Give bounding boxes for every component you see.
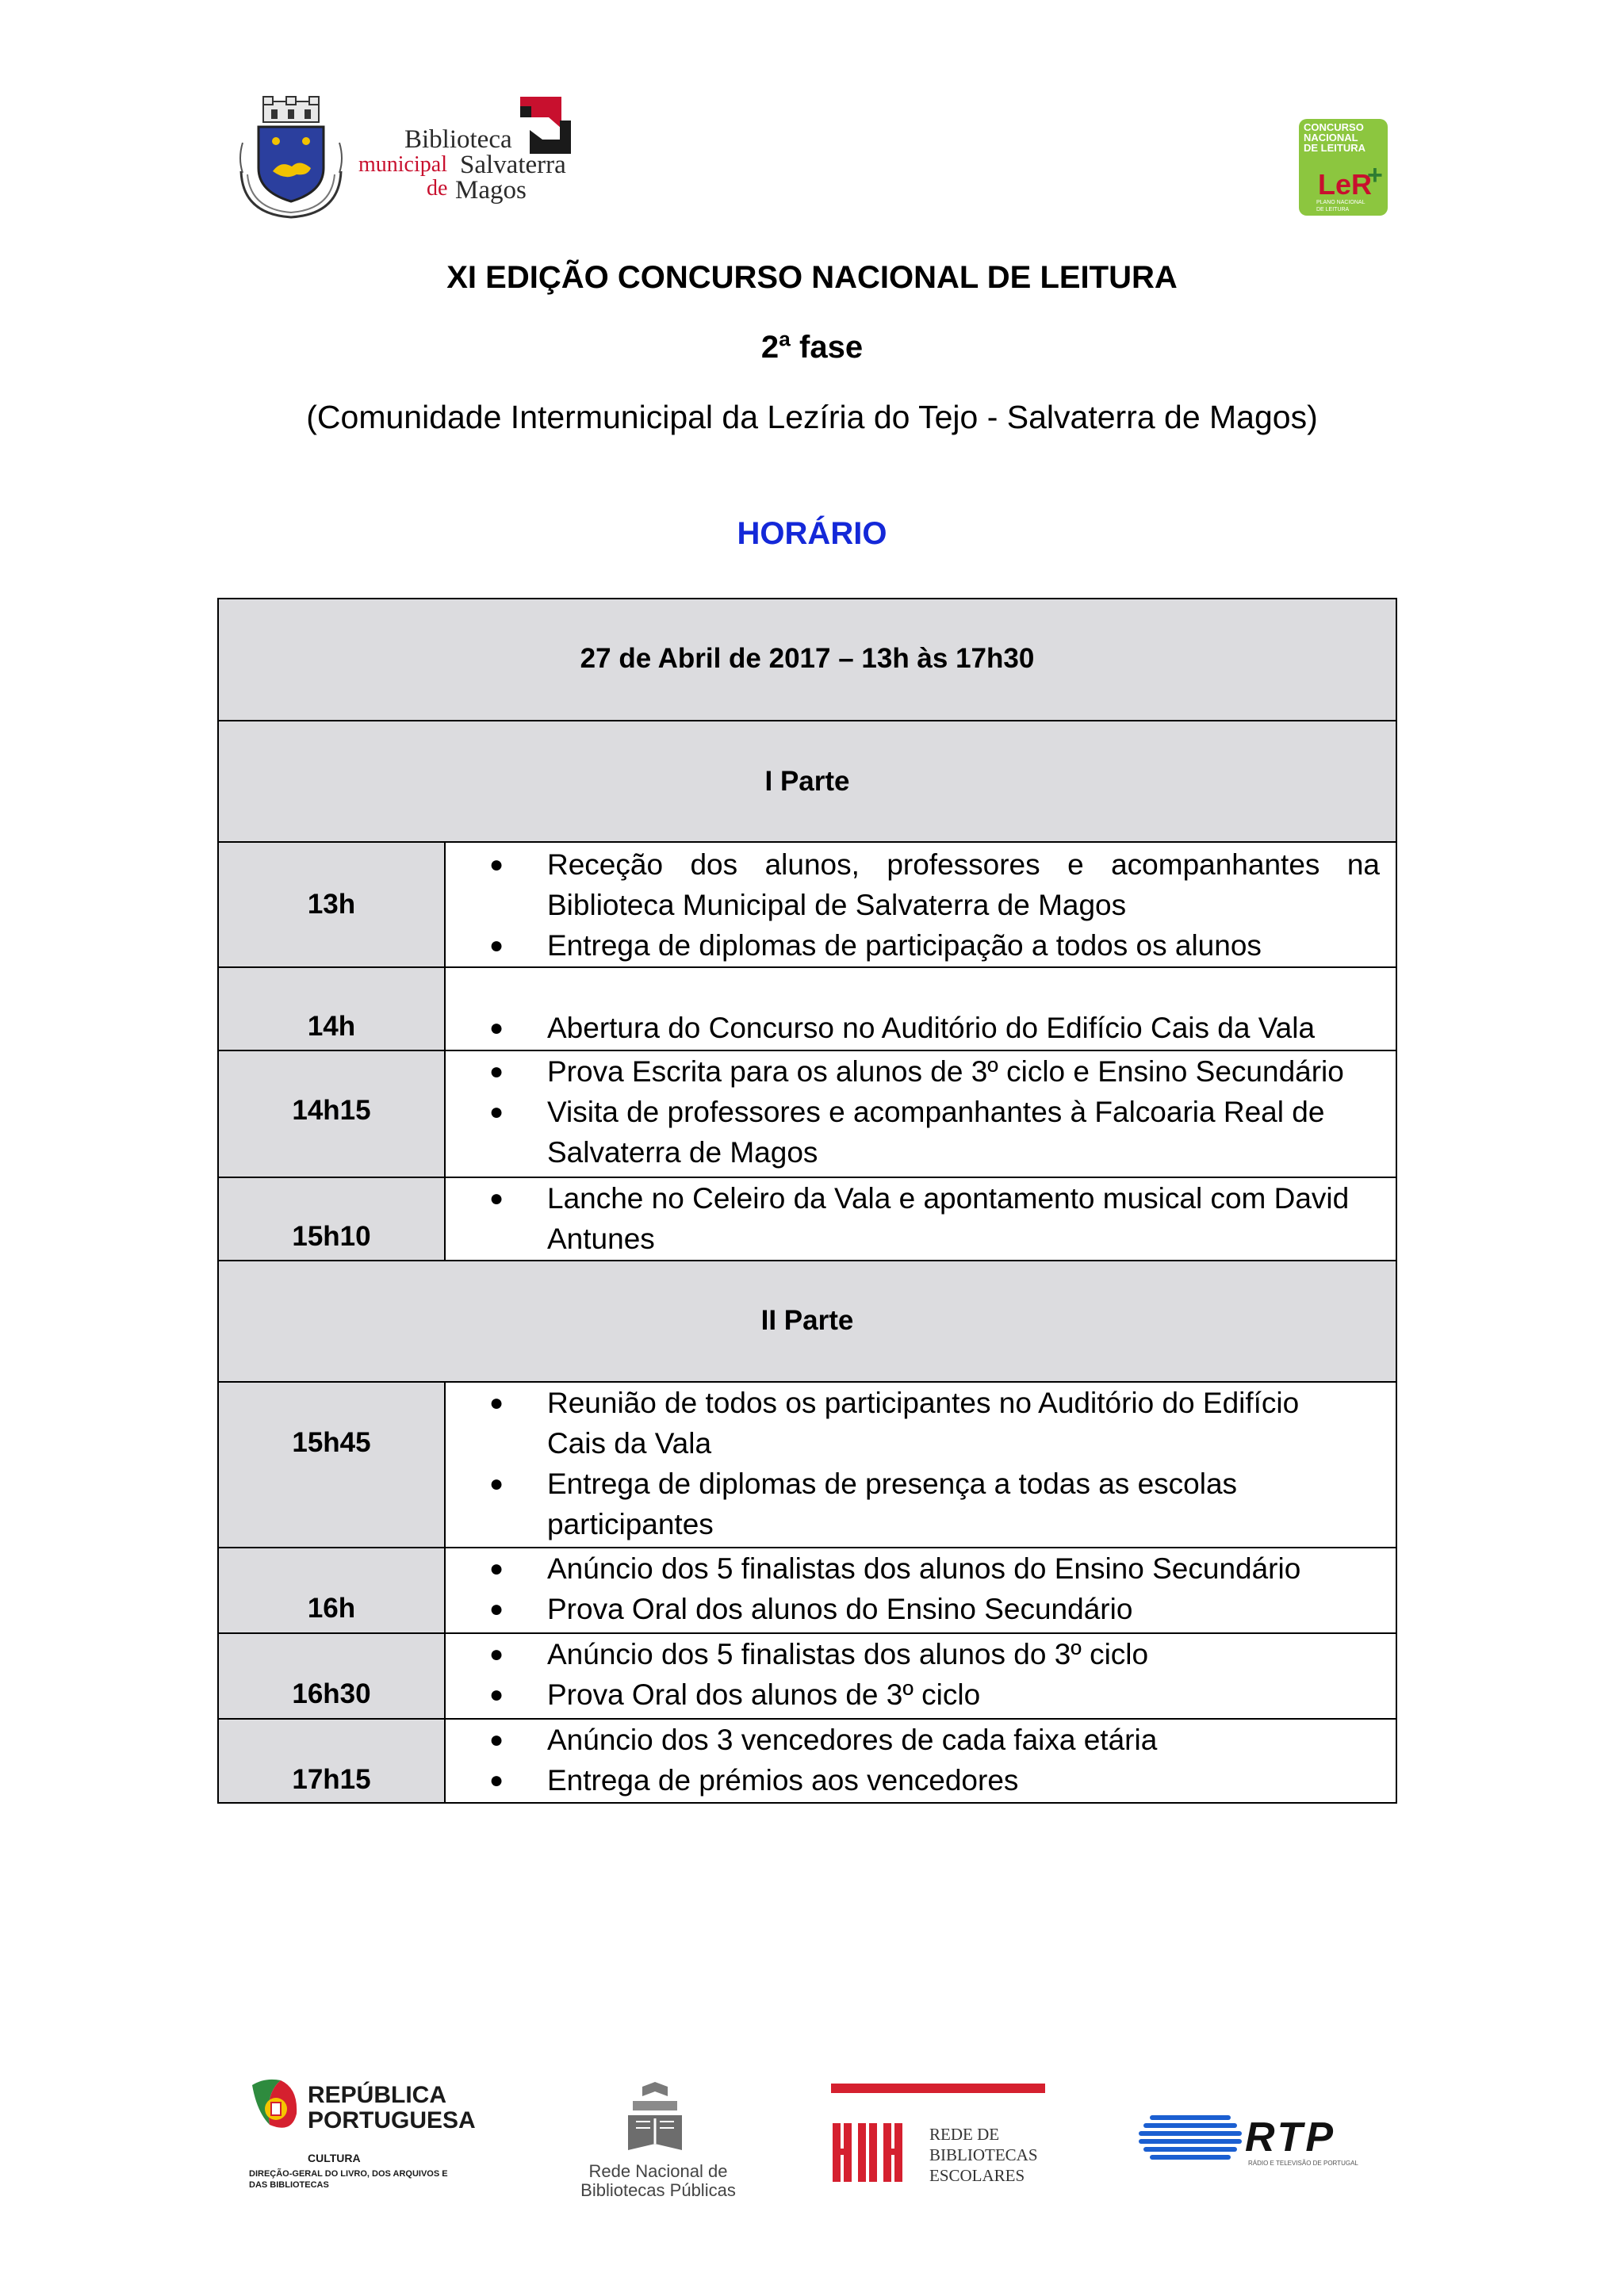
republica-portuguesa-logo bbox=[249, 2077, 487, 2196]
bullet-icon: ● bbox=[488, 1767, 504, 1793]
portugal-emblem-icon bbox=[249, 2077, 300, 2141]
community-subtitle: (Comunidade Intermunicipal da Lezíria do Tejo - Salvaterra de Magos) bbox=[306, 399, 1318, 435]
activity-text: Anúncio dos 5 finalistas dos alunos do Ensino Secundário bbox=[547, 1552, 1301, 1585]
activity-item bbox=[446, 925, 1380, 966]
time-cell bbox=[219, 1178, 446, 1260]
time-label: 14h bbox=[307, 1011, 356, 1042]
activity-text: Anúncio dos 3 vencedores de cada faixa etária bbox=[547, 1724, 1158, 1756]
bullet-icon: ● bbox=[488, 932, 504, 959]
activity-text: Prova Oral dos alunos de 3º ciclo bbox=[547, 1678, 981, 1711]
activity-text: Lanche no Celeiro da Vala e apontamento musical com David Antunes bbox=[547, 1182, 1350, 1255]
schedule-table bbox=[217, 598, 1397, 1804]
activity-text: Visita de professores e acompanhantes à Falcoaria Real de Salvaterra de Magos bbox=[547, 1096, 1325, 1169]
library-name-line1: Biblioteca bbox=[404, 125, 512, 154]
schedule-row bbox=[219, 1720, 1396, 1802]
activity-text: Prova Escrita para os alunos de 3º ciclo e Ensino Secundário bbox=[547, 1055, 1344, 1088]
part-one-band bbox=[219, 721, 1396, 843]
biblioteca-municipal-logo bbox=[358, 94, 582, 220]
bullet-icon: ● bbox=[488, 1099, 504, 1125]
republica-line2: PORTUGUESA bbox=[308, 2107, 476, 2133]
cnl-ler-mark: LeR bbox=[1318, 168, 1373, 201]
rtp-stripes-icon bbox=[1139, 2114, 1242, 2164]
cnl-line3: DE LEITURA bbox=[1304, 142, 1365, 154]
activity-item bbox=[446, 1383, 1380, 1464]
activities-cell bbox=[446, 843, 1396, 966]
rnbp-line1: Rede Nacional de bbox=[588, 2161, 728, 2181]
activity-item bbox=[446, 1674, 1380, 1715]
bullet-icon: ● bbox=[488, 1682, 504, 1708]
republica-line5: DAS BIBLIOTECAS bbox=[249, 2180, 329, 2190]
bullet-icon: ● bbox=[488, 1596, 504, 1622]
rtp-tagline: RÁDIO E TELEVISÃO DE PORTUGAL bbox=[1248, 2160, 1358, 2167]
schedule-heading: HORÁRIO bbox=[737, 516, 887, 551]
cnl-foot2: DE LEITURA bbox=[1316, 207, 1350, 212]
rnbp-line2: Bibliotecas Públicas bbox=[580, 2180, 736, 2200]
activity-text: Prova Oral dos alunos do Ensino Secundário bbox=[547, 1593, 1133, 1625]
library-name-magos: Magos bbox=[455, 176, 527, 205]
time-label: 15h45 bbox=[292, 1427, 371, 1458]
bullet-icon: ● bbox=[488, 851, 504, 878]
activities-cell bbox=[446, 968, 1396, 1050]
activities-cell bbox=[446, 1720, 1396, 1802]
activities-cell bbox=[446, 1634, 1396, 1718]
date-band-text: 27 de Abril de 2017 – 13h às 17h30 bbox=[580, 643, 1035, 674]
part-two-label: II Parte bbox=[760, 1305, 854, 1336]
edition-title: XI EDIÇÃO CONCURSO NACIONAL DE LEITURA bbox=[446, 260, 1178, 295]
time-cell bbox=[219, 1634, 446, 1718]
part-two-band bbox=[219, 1261, 1396, 1383]
phase-title: 2ª fase bbox=[760, 330, 864, 365]
activity-text: Entrega de prémios aos vencedores bbox=[547, 1764, 1019, 1797]
schedule-row bbox=[219, 968, 1396, 1051]
time-cell bbox=[219, 1720, 446, 1802]
bullet-icon: ● bbox=[488, 1185, 504, 1211]
concurso-nacional-leitura-logo bbox=[1299, 119, 1388, 216]
rbe-mark-icon bbox=[831, 2122, 918, 2185]
activity-item bbox=[446, 1051, 1380, 1092]
activities-cell bbox=[446, 1051, 1396, 1177]
schedule-row bbox=[219, 1548, 1396, 1634]
time-label: 13h bbox=[307, 889, 356, 920]
time-cell bbox=[219, 1548, 446, 1632]
republica-line3: CULTURA bbox=[308, 2152, 361, 2164]
time-cell bbox=[219, 968, 446, 1050]
activity-item bbox=[446, 1548, 1380, 1589]
rbe-line2: BIBLIOTECAS bbox=[929, 2145, 1038, 2164]
part-one-label: I Parte bbox=[764, 766, 850, 797]
time-cell bbox=[219, 1051, 446, 1177]
rbe-line1: REDE DE bbox=[929, 2125, 1000, 2144]
activity-item bbox=[446, 1464, 1380, 1544]
time-cell bbox=[219, 843, 446, 966]
cnl-line1: CONCURSO bbox=[1304, 121, 1364, 133]
schedule-row bbox=[219, 843, 1396, 968]
activity-item bbox=[446, 1092, 1380, 1173]
bullet-icon: ● bbox=[488, 1390, 504, 1416]
schedule-row bbox=[219, 1383, 1396, 1548]
rede-nacional-bibliotecas-publicas-logo bbox=[579, 2082, 737, 2201]
bullet-icon: ● bbox=[488, 1058, 504, 1085]
activity-item bbox=[446, 1634, 1380, 1674]
activity-text: Abertura do Concurso no Auditório do Edifício Cais da Vala bbox=[547, 1012, 1316, 1044]
rede-bibliotecas-escolares-logo bbox=[831, 2084, 1047, 2195]
cnl-foot1: PLANO NACIONAL bbox=[1316, 200, 1365, 205]
bullet-icon: ● bbox=[488, 1727, 504, 1753]
activity-item bbox=[446, 1760, 1380, 1800]
time-label: 16h30 bbox=[292, 1678, 371, 1709]
time-label: 16h bbox=[307, 1593, 356, 1624]
bullet-icon: ● bbox=[488, 1015, 504, 1041]
time-cell bbox=[219, 1383, 446, 1547]
activity-item bbox=[446, 1008, 1380, 1048]
book-stack-icon bbox=[623, 2082, 687, 2158]
activity-text: Reunião de todos os participantes no Auditório do Edifício Cais da Vala bbox=[547, 1387, 1300, 1460]
library-name-municipal: municipal bbox=[358, 152, 447, 177]
bullet-icon: ● bbox=[488, 1556, 504, 1582]
library-name-salvaterra: Salvaterra bbox=[460, 151, 566, 179]
schedule-row bbox=[219, 1634, 1396, 1720]
bullet-icon: ● bbox=[488, 1641, 504, 1667]
library-bookmark-icon bbox=[514, 94, 577, 157]
activities-cell bbox=[446, 1548, 1396, 1632]
republica-line1: REPÚBLICA bbox=[308, 2082, 447, 2108]
activity-item bbox=[446, 1589, 1380, 1629]
time-label: 14h15 bbox=[292, 1095, 371, 1126]
date-band bbox=[219, 599, 1396, 721]
activity-text: Anúncio dos 5 finalistas dos alunos do 3º ciclo bbox=[547, 1638, 1149, 1670]
rtp-name: RTP bbox=[1245, 2114, 1337, 2160]
activity-text: Entrega de diplomas de participação a todos os alunos bbox=[547, 929, 1262, 962]
bullet-icon: ● bbox=[488, 1471, 504, 1497]
activities-cell bbox=[446, 1178, 1396, 1260]
rtp-logo bbox=[1139, 2114, 1377, 2169]
time-label: 17h15 bbox=[292, 1764, 371, 1795]
rbe-red-bar bbox=[831, 2084, 1045, 2093]
activity-item bbox=[446, 1720, 1380, 1760]
activity-text: Entrega de diplomas de presença a todas as escolas participantes bbox=[547, 1468, 1238, 1540]
activity-item bbox=[446, 1178, 1380, 1259]
time-label: 15h10 bbox=[292, 1221, 371, 1252]
rbe-line3: ESCOLARES bbox=[929, 2166, 1025, 2185]
activity-text: Receção dos alunos, professores e acompanhantes na Biblioteca Municipal de Salvaterra de Magos bbox=[547, 848, 1380, 921]
cnl-plus-mark: + bbox=[1367, 160, 1383, 190]
activity-item bbox=[446, 844, 1380, 925]
schedule-row bbox=[219, 1178, 1396, 1261]
municipal-crest-logo bbox=[235, 95, 347, 220]
republica-line4: DIREÇÃO-GERAL DO LIVRO, DOS ARQUIVOS E bbox=[249, 2169, 448, 2179]
cnl-line2: NACIONAL bbox=[1304, 132, 1358, 144]
library-name-de: de bbox=[427, 176, 448, 201]
schedule-row bbox=[219, 1051, 1396, 1178]
activities-cell bbox=[446, 1383, 1396, 1547]
